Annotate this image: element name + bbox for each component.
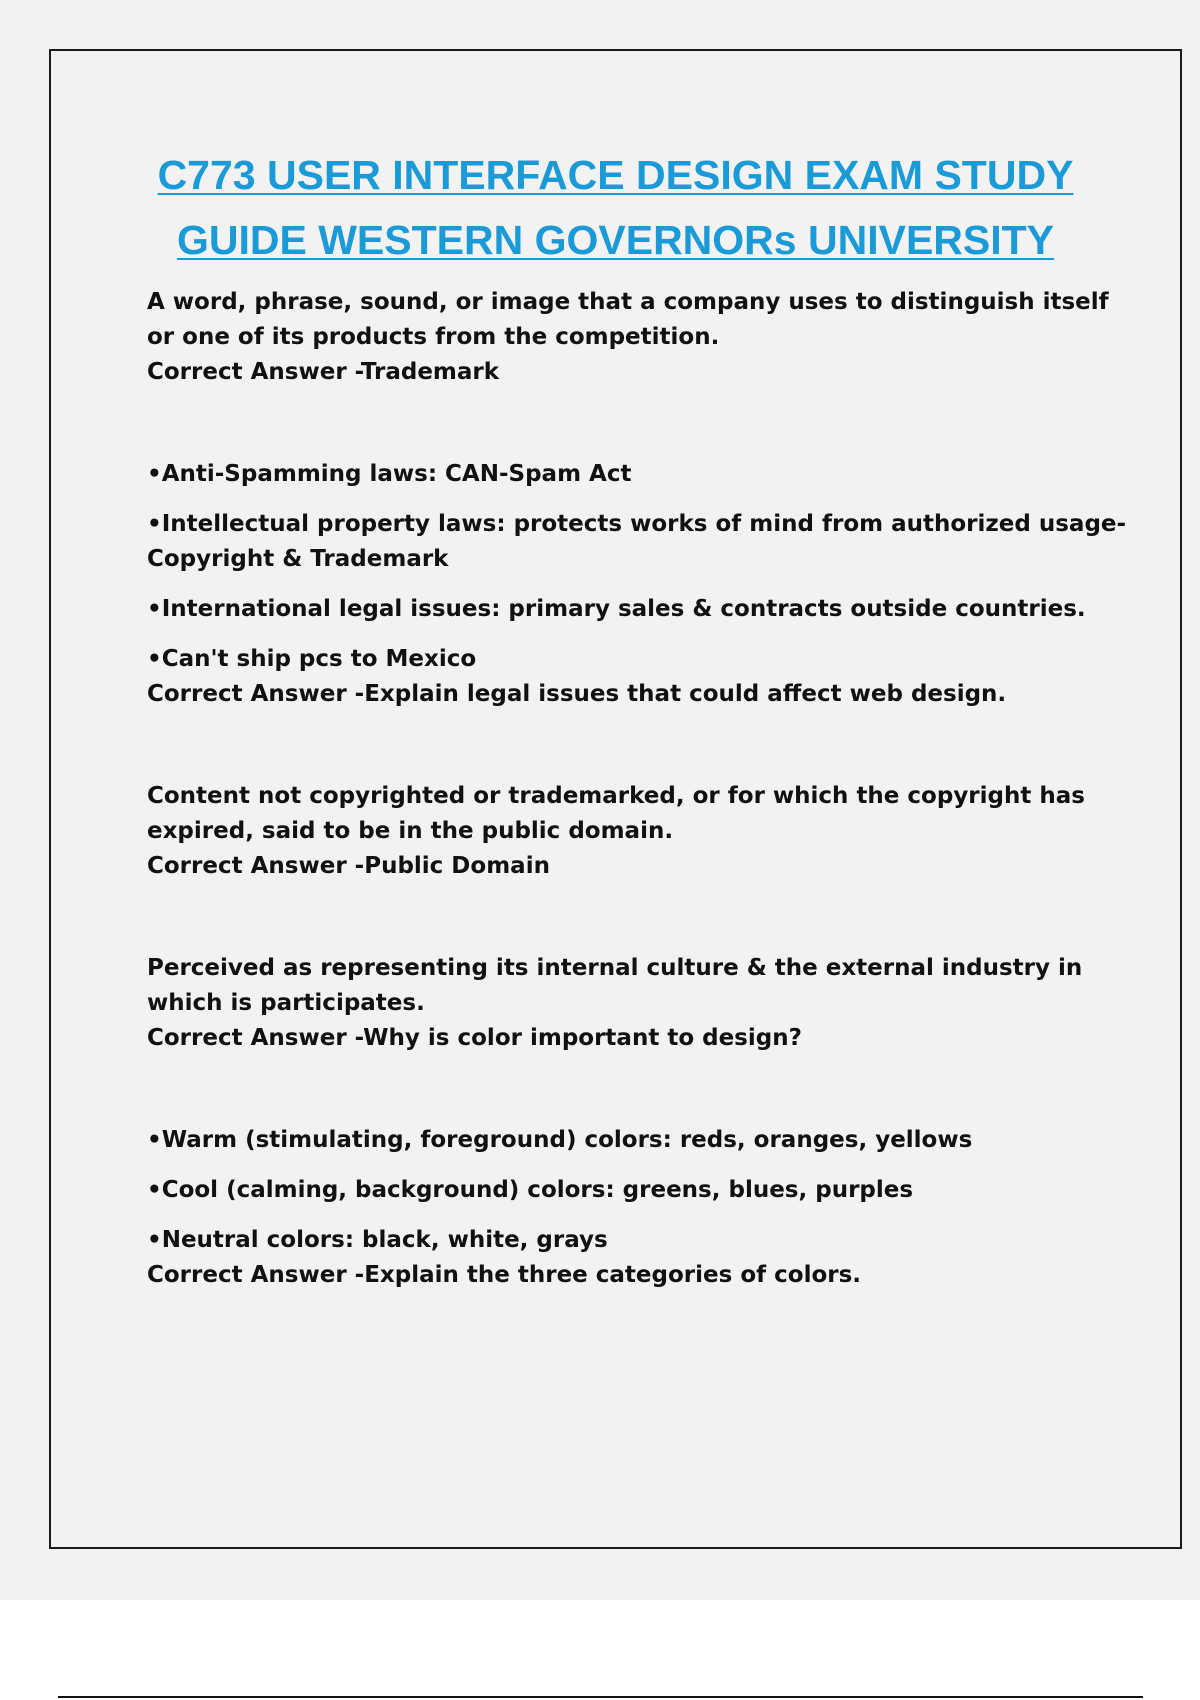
qa-block-legal-issues — [147, 457, 1137, 712]
page-bottom-rule — [58, 1696, 1143, 1698]
bullet-item: •International legal issues: primary sales & contracts outside countries. — [147, 596, 1086, 622]
bullet-item: •Cool (calming, background) colors: greens, blues, purples — [147, 1177, 914, 1203]
qa-block-public-domain — [147, 779, 1137, 884]
qa-block-color-importance — [147, 951, 1137, 1056]
bullet-item: •Warm (stimulating, foreground) colors: reds, oranges, yellows — [147, 1127, 973, 1153]
answer-line: Correct Answer -Public Domain — [147, 853, 550, 879]
answer-line: Correct Answer -Trademark — [147, 359, 500, 385]
bullet-item: •Intellectual property laws: protects works of mind from authorized usage- — [147, 511, 1127, 537]
question-line: or one of its products from the competition. — [147, 324, 720, 350]
bullet-item: •Anti-Spamming laws: CAN-Spam Act — [147, 461, 632, 487]
answer-line: Correct Answer -Explain legal issues that could affect web design. — [147, 681, 1007, 707]
answer-line: Correct Answer -Explain the three categories of colors. — [147, 1262, 862, 1288]
title-line-1: C773 USER INTERFACE DESIGN EXAM STUDY — [157, 152, 1074, 198]
question-line: which is participates. — [147, 990, 425, 1016]
document-title — [51, 143, 1180, 273]
bullet-continuation: Copyright & Trademark — [147, 546, 449, 572]
qa-block-color-categories — [147, 1123, 1137, 1293]
bullet-item: •Can't ship pcs to Mexico — [147, 646, 477, 672]
title-line-2: GUIDE WESTERN GOVERNORs UNIVERSITY — [176, 217, 1055, 263]
question-line: Content not copyrighted or trademarked, or for which the copyright has — [147, 783, 1085, 809]
answer-line: Correct Answer -Why is color important to design? — [147, 1025, 802, 1051]
document-frame — [49, 49, 1182, 1549]
bullet-item: •Neutral colors: black, white, grays — [147, 1227, 608, 1253]
qa-block-trademark — [147, 285, 1137, 390]
question-line: A word, phrase, sound, or image that a company uses to distinguish itself — [147, 289, 1109, 315]
question-line: Perceived as representing its internal culture & the external industry in — [147, 955, 1083, 981]
document-content — [147, 285, 1137, 1293]
question-line: expired, said to be in the public domain. — [147, 818, 674, 844]
